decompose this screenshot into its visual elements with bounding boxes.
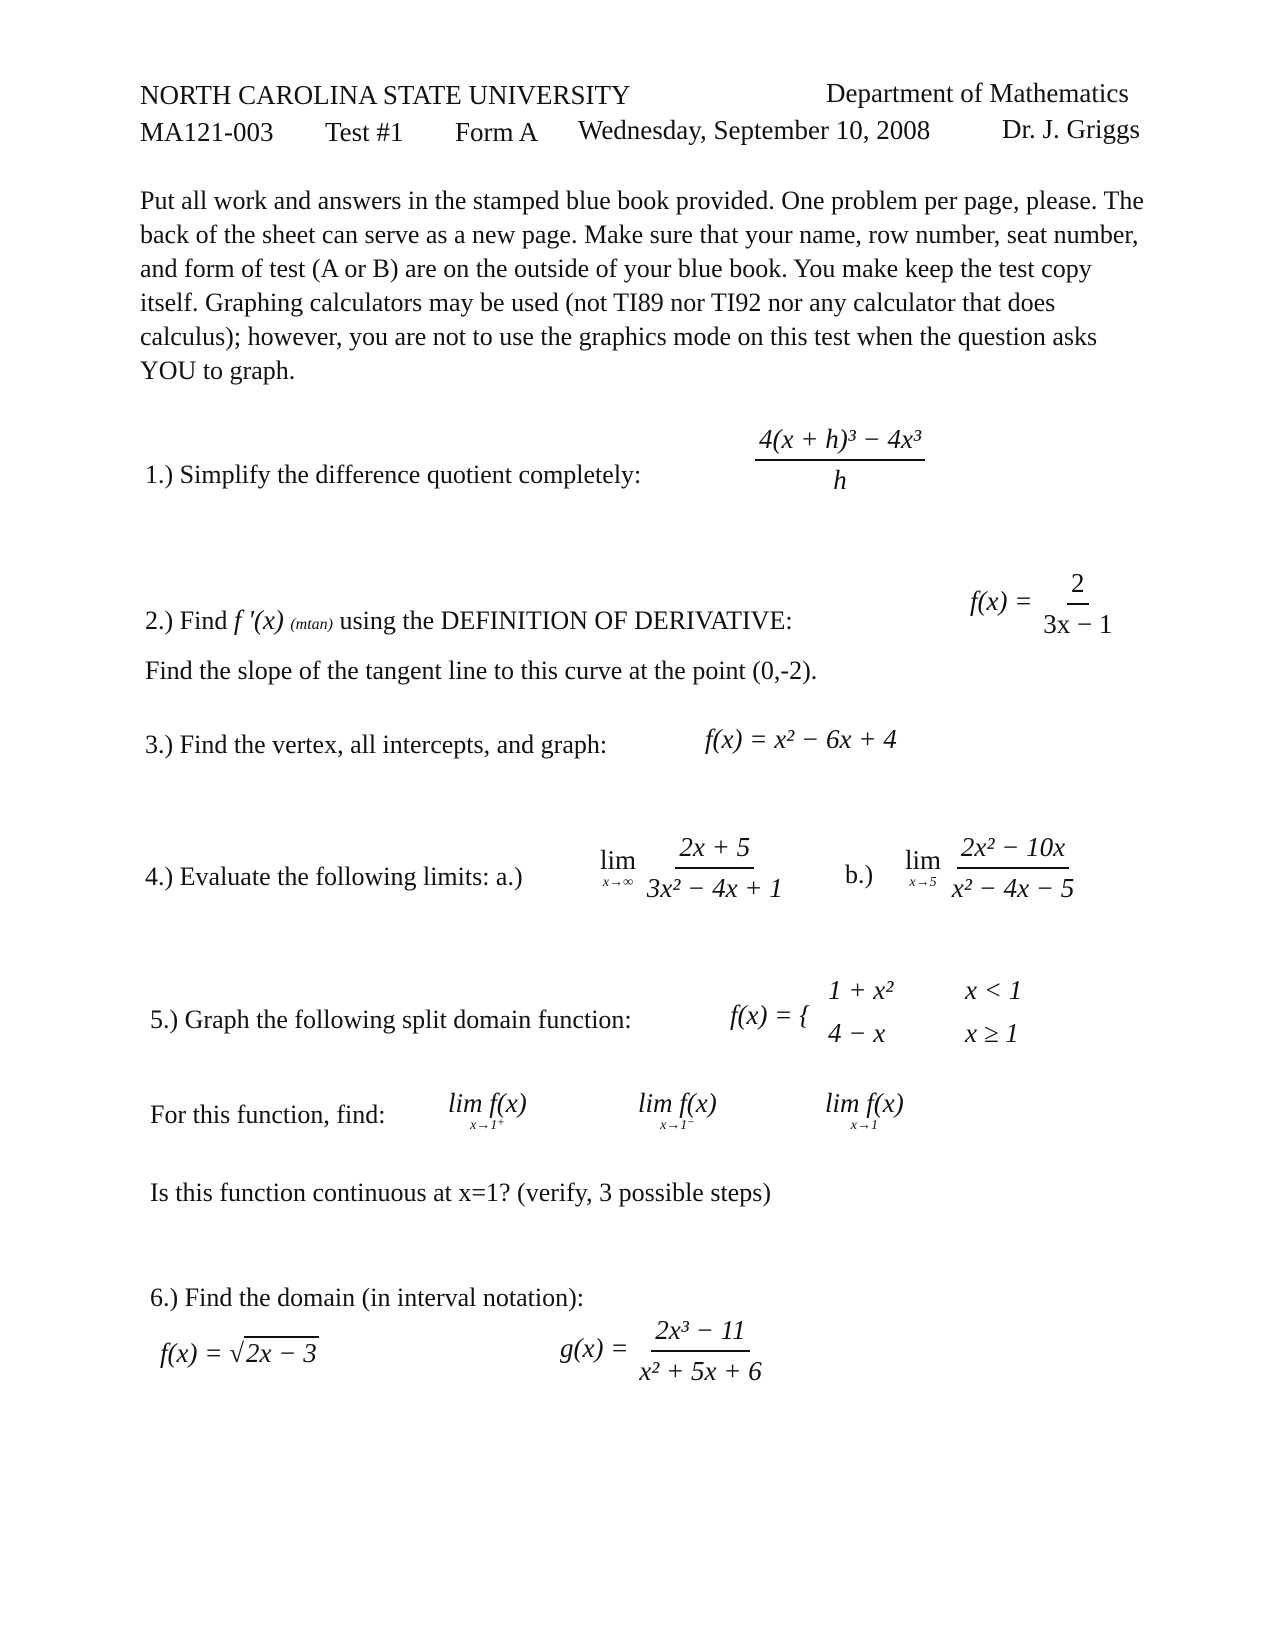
test-number: Test #1 bbox=[325, 117, 404, 147]
problem-5-condition-2: x ≥ 1 bbox=[965, 1018, 1019, 1048]
problem-1-numerator: 4(x + h)³ − 4x³ bbox=[755, 424, 925, 461]
problem-5-limit-both bbox=[825, 1090, 904, 1133]
problem-2-find: 2.) Find bbox=[145, 606, 228, 635]
problem-5-lim-both: lim f(x) bbox=[825, 1088, 904, 1118]
problem-2-definition: using the DEFINITION OF DERIVATIVE: bbox=[339, 606, 793, 635]
university-name: NORTH CAROLINA STATE UNIVERSITY bbox=[140, 80, 631, 110]
problem-4a-limit bbox=[600, 832, 787, 904]
problem-4b-lim: lim bbox=[905, 844, 942, 875]
problem-2-mtan: (mtan) bbox=[290, 616, 333, 633]
problem-3-formula: f(x) = x² − 6x + 4 bbox=[705, 724, 897, 754]
instructor-name: Dr. J. Griggs bbox=[1002, 114, 1141, 144]
problem-1-denominator: h bbox=[833, 465, 847, 495]
problem-2-function bbox=[970, 568, 1116, 640]
test-date: Wednesday, September 10, 2008 bbox=[578, 115, 931, 145]
problem-5-limit-left bbox=[638, 1090, 717, 1133]
problem-5-condition-1: x < 1 bbox=[965, 975, 1023, 1005]
problem-4-text: 4.) Evaluate the following limits: a.) bbox=[145, 862, 523, 891]
problem-5-continuity: Is this function continuous at x=1? (verify, 3 possible steps) bbox=[150, 1178, 771, 1207]
instructions-paragraph: Put all work and answers in the stamped blue book provided. One problem per page, please. The back of the sheet can serve as a new page. Make sure that your name, row number, seat number, and form of test (A or B) are on the outside of your blue book. You make keep the test copy itself. Graphing calculators may be used (not TI89 nor TI92 nor any calculator that does calculus); however, you are not to use the graphics mode on this test when the question asks YOU to graph. bbox=[140, 186, 1144, 385]
problem-5-piece-1: 1 + x² bbox=[828, 975, 894, 1005]
problem-6-g-label: g(x) = bbox=[560, 1333, 629, 1364]
problem-5-lim-both-sub: x→1 bbox=[850, 1118, 878, 1133]
problem-5-lim-right: lim f(x) bbox=[448, 1088, 527, 1118]
problem-5-text: 5.) Graph the following split domain function: bbox=[150, 1005, 632, 1034]
problem-5-limit-right bbox=[448, 1090, 527, 1133]
problem-4b-denominator: x² − 4x − 5 bbox=[951, 873, 1075, 903]
problem-4a-lim: lim bbox=[600, 844, 637, 875]
problem-2-fx: f(x) = bbox=[970, 586, 1033, 617]
problem-6-f-radicand: 2x − 3 bbox=[246, 1338, 317, 1368]
problem-4a-numerator: 2x + 5 bbox=[675, 832, 754, 869]
department-name: Department of Mathematics bbox=[826, 78, 1129, 108]
problem-6-f bbox=[160, 1338, 319, 1369]
problem-6-f-label: f(x) = √ bbox=[160, 1338, 245, 1368]
problem-2-numerator: 2 bbox=[1067, 568, 1089, 605]
problem-6-g bbox=[560, 1315, 766, 1387]
problem-5-lim-left-sub: x→1⁻ bbox=[660, 1118, 695, 1133]
problem-5-lim-left: lim f(x) bbox=[638, 1088, 717, 1118]
problem-6-g-denominator: x² + 5x + 6 bbox=[639, 1356, 762, 1386]
problem-2-line-2: Find the slope of the tangent line to this curve at the point (0,-2). bbox=[145, 656, 818, 685]
problem-2-denominator: 3x − 1 bbox=[1043, 609, 1113, 639]
problem-3-text: 3.) Find the vertex, all intercepts, and graph: bbox=[145, 730, 608, 759]
problem-4a-sub: x→∞ bbox=[602, 874, 634, 890]
problem-5-piece-2: 4 − x bbox=[828, 1018, 886, 1048]
problem-4b-numerator: 2x² − 10x bbox=[957, 832, 1069, 869]
problem-1-fraction bbox=[755, 424, 925, 496]
problem-4b-limit bbox=[905, 832, 1078, 904]
problem-1-text: 1.) Simplify the difference quotient completely: bbox=[145, 460, 642, 489]
problem-4a-denominator: 3x² − 4x + 1 bbox=[646, 873, 783, 903]
problem-2-line-1 bbox=[145, 605, 793, 636]
problem-2-fprime: f '(x) bbox=[233, 605, 284, 635]
problem-6-text: 6.) Find the domain (in interval notation): bbox=[150, 1283, 584, 1312]
problem-5-lim-right-sub: x→1⁺ bbox=[470, 1118, 505, 1133]
problem-4b-sub: x→5 bbox=[909, 874, 937, 890]
problem-4b-label: b.) bbox=[845, 860, 874, 889]
test-form: Form A bbox=[455, 117, 539, 147]
problem-5-find-text: For this function, find: bbox=[150, 1100, 386, 1129]
problem-6-g-numerator: 2x³ − 11 bbox=[651, 1315, 749, 1352]
course-code: MA121-003 bbox=[140, 117, 274, 147]
problem-5-fx: f(x) = { bbox=[730, 1000, 810, 1030]
